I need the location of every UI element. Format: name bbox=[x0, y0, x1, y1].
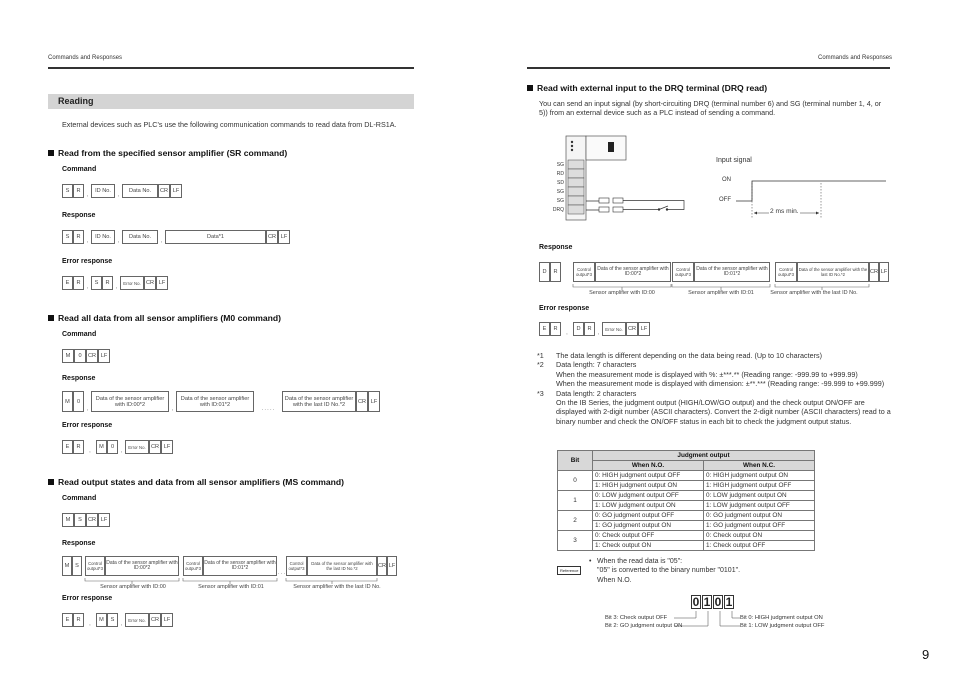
frame-cell: ID No. bbox=[91, 230, 115, 244]
frame-cell: LF bbox=[161, 440, 173, 454]
table-cell: 0 bbox=[558, 471, 593, 491]
frame-cell: R bbox=[584, 322, 595, 336]
footnote-text: On the IB Series, the judgment output (HIGH/LOW/GO output) and the check output ON/OFF are displayed with 2-digit number (ASCII characters). Convert the 2-digit number (ASCII characters) read to a binary number and check the ON/OFF status in each bit to check the judgment output status. bbox=[556, 398, 891, 426]
terminal-label: SD bbox=[557, 180, 564, 186]
comma: , bbox=[115, 284, 118, 290]
frame-cell: LF bbox=[879, 262, 889, 282]
frame-cell: Error No. bbox=[125, 613, 149, 627]
frame-cell: Data No. bbox=[122, 230, 158, 244]
frame-cell: Control output*3 bbox=[85, 556, 105, 576]
comma: , bbox=[86, 238, 89, 244]
table-row bbox=[558, 501, 815, 511]
frame-cell: CR bbox=[356, 391, 368, 412]
sr-response-frame bbox=[62, 230, 290, 244]
m0-command-frame bbox=[62, 349, 110, 363]
m0-response-frame bbox=[62, 391, 380, 412]
comma: , bbox=[120, 621, 123, 627]
sr-heading: Read from the specified sensor amplifier (SR command) bbox=[48, 148, 287, 158]
ms-response-frame bbox=[62, 556, 397, 576]
frame-cell: D bbox=[573, 322, 584, 336]
ms-error-frame bbox=[62, 613, 173, 627]
m0-error-label: Error response bbox=[62, 422, 113, 429]
frame-cell: M bbox=[96, 613, 107, 627]
col-no: When N.O. bbox=[593, 461, 704, 471]
section-title: Reading bbox=[48, 94, 414, 109]
frame-cell: Data of the sensor amplifier with ID:00*2 bbox=[91, 391, 169, 412]
frame-cell: CR bbox=[144, 276, 156, 290]
frame-cell: Control output*3 bbox=[775, 262, 797, 282]
table-row bbox=[558, 541, 815, 551]
table-cell: 1 bbox=[558, 491, 593, 511]
table-row bbox=[558, 521, 815, 531]
frame-cell: 0 bbox=[73, 391, 84, 412]
binary-digit: 1 bbox=[725, 595, 733, 609]
comma: , bbox=[120, 448, 123, 454]
frame-cell: Data of the sensor amplifier with the last ID No.*2 bbox=[282, 391, 356, 412]
frame-cell: E bbox=[62, 613, 73, 627]
terminal-label: SG bbox=[556, 162, 564, 168]
frame-cell: Data No. bbox=[122, 184, 158, 198]
drq-caption-2: Sensor amplifier with ID:01 bbox=[688, 290, 754, 296]
frame-cell: 0 bbox=[107, 440, 118, 454]
frame-cell: LF bbox=[368, 391, 380, 412]
table-cell: 1: HIGH judgment output OFF bbox=[704, 481, 815, 491]
frame-cell: R bbox=[550, 262, 561, 282]
footnotes bbox=[537, 351, 893, 426]
frame-cell: R bbox=[73, 613, 84, 627]
frame-cell: ID No. bbox=[91, 184, 115, 198]
header-rule-right bbox=[527, 67, 890, 69]
running-header-right: Commands and Responses bbox=[818, 55, 893, 61]
table-row bbox=[558, 511, 815, 521]
drq-intro: You can send an input signal (by short-circuiting DRQ (terminal number 6) and SG (terminal number 1, 4, or 5)) from an external device such as a PLC instead of sending a command. bbox=[539, 99, 882, 118]
frame-cell: Data*1 bbox=[165, 230, 266, 244]
running-header-left: Commands and Responses bbox=[48, 55, 123, 61]
footnote-mark: *3 bbox=[537, 388, 544, 398]
drq-wiring-diagram bbox=[539, 132, 699, 222]
table-cell: 0: HIGH judgment output ON bbox=[704, 471, 815, 481]
frame-cell: LF bbox=[98, 349, 110, 363]
frame-cell: LF bbox=[278, 230, 290, 244]
comma: , bbox=[86, 284, 89, 290]
reference-text: When N.O. bbox=[597, 576, 632, 584]
frame-cell: Data of the sensor amplifier with the last ID No.*2 bbox=[797, 262, 869, 282]
drq-error-label: Error response bbox=[539, 305, 590, 312]
frame-cell: CR bbox=[149, 613, 161, 627]
frame-cell: S bbox=[62, 184, 73, 198]
signal-on: ON bbox=[722, 177, 731, 183]
frame-cell: Control output*3 bbox=[573, 262, 595, 282]
frame-cell: M bbox=[62, 513, 74, 527]
frame-cell: LF bbox=[170, 184, 182, 198]
bit3-label: Bit 3: Check output OFF bbox=[605, 615, 668, 621]
signal-title: Input signal bbox=[716, 157, 752, 164]
footnote-text: Data length: 7 characters bbox=[556, 360, 637, 370]
timing-waveform bbox=[736, 175, 886, 220]
frame-cell: M bbox=[62, 556, 72, 576]
table-cell: 1: Check output ON bbox=[593, 541, 704, 551]
table-cell: 0: LOW judgment output OFF bbox=[593, 491, 704, 501]
frame-cell: CR bbox=[149, 440, 161, 454]
drq-heading: Read with external input to the DRQ terminal (DRQ read) bbox=[527, 83, 767, 93]
frame-cell: Data of the sensor amplifier with the last ID No.*2 bbox=[307, 556, 377, 576]
frame-cell: CR bbox=[626, 322, 638, 336]
m0-heading: Read all data from all sensor amplifiers (M0 command) bbox=[48, 313, 281, 323]
frame-cell: Control output*3 bbox=[672, 262, 694, 282]
bit0-label: Bit 0: HIGH judgment output ON bbox=[740, 615, 823, 621]
sr-error-frame bbox=[62, 276, 168, 290]
header-rule-left bbox=[48, 67, 414, 69]
ms-caption-3: Sensor amplifier with the last ID No. bbox=[293, 584, 381, 590]
comma: , bbox=[117, 238, 120, 244]
col-bit: Bit bbox=[558, 451, 593, 471]
table-row bbox=[558, 531, 815, 541]
table-cell: 1: LOW judgment output OFF bbox=[704, 501, 815, 511]
frame-cell: S bbox=[72, 556, 82, 576]
frame-cell: R bbox=[73, 184, 84, 198]
table-cell: 0: GO judgment output OFF bbox=[593, 511, 704, 521]
drq-caption-1: Sensor amplifier with ID:00 bbox=[589, 290, 655, 296]
ms-caption-2: Sensor amplifier with ID:01 bbox=[198, 584, 264, 590]
footnote-text: When the measurement mode is displayed with %: ±***.** (Reading range: -999.99 to +999.99) bbox=[556, 369, 858, 379]
sr-command-frame bbox=[62, 184, 182, 198]
terminal-label: SG bbox=[556, 189, 564, 195]
spacer bbox=[561, 262, 573, 282]
bit-leader-lines bbox=[672, 610, 742, 630]
footnote-mark: *1 bbox=[537, 351, 544, 360]
table-cell: 0: LOW judgment output ON bbox=[704, 491, 815, 501]
terminal-label: RD bbox=[556, 171, 564, 177]
frame-cell: Error No. bbox=[602, 322, 626, 336]
terminal-label: SG bbox=[556, 198, 564, 204]
frame-cell: LF bbox=[638, 322, 650, 336]
frame-cell: S bbox=[107, 613, 118, 627]
frame-cell: 0 bbox=[74, 349, 86, 363]
table-cell: 0: HIGH judgment output OFF bbox=[593, 471, 704, 481]
comma: , bbox=[566, 330, 568, 336]
table-row bbox=[558, 471, 815, 481]
table-cell: 0: Check output ON bbox=[704, 531, 815, 541]
frame-cell: LF bbox=[98, 513, 110, 527]
frame-cell: R bbox=[550, 322, 561, 336]
binary-digit: 0 bbox=[714, 595, 722, 609]
frame-cell: Data of the sensor amplifier with ID:00*2 bbox=[595, 262, 671, 282]
frame-cell: R bbox=[102, 276, 113, 290]
ellipsis: . . . . . bbox=[261, 406, 275, 412]
footnote-1 bbox=[537, 351, 893, 360]
sr-response-label: Response bbox=[62, 212, 96, 219]
binary-digits bbox=[691, 595, 735, 609]
footnote-text: Data length: 2 characters bbox=[556, 388, 637, 398]
frame-cell: CR bbox=[266, 230, 278, 244]
terminal-labels bbox=[552, 161, 564, 215]
frame-cell: M bbox=[62, 349, 74, 363]
frame-cell: Error No. bbox=[125, 440, 149, 454]
frame-cell: S bbox=[91, 276, 102, 290]
frame-cell: CR bbox=[158, 184, 170, 198]
table-cell: 1: GO judgment output ON bbox=[593, 521, 704, 531]
frame-cell: Data of the sensor amplifier with ID:00*2 bbox=[105, 556, 179, 576]
comma: , bbox=[86, 192, 89, 198]
comma: , bbox=[89, 621, 91, 627]
table-cell: 3 bbox=[558, 531, 593, 551]
frame-cell: Data of the sensor amplifier with ID:01*2 bbox=[176, 391, 254, 412]
m0-response-label: Response bbox=[62, 375, 96, 382]
table-cell: 2 bbox=[558, 511, 593, 531]
frame-cell: CR bbox=[86, 349, 98, 363]
frame-cell: LF bbox=[156, 276, 168, 290]
footnote-text: The data length is different depending on the data being read. (Up to 10 characters) bbox=[556, 351, 822, 360]
signal-off: OFF bbox=[719, 197, 731, 203]
frame-cell: S bbox=[62, 230, 73, 244]
frame-cell: CR bbox=[377, 556, 387, 576]
frame-cell: Error No. bbox=[120, 276, 144, 290]
bit1-label: Bit 1: LOW judgment output OFF bbox=[740, 623, 825, 629]
footnote-3 bbox=[537, 389, 893, 427]
m0-error-frame bbox=[62, 440, 173, 454]
drq-error-frame bbox=[539, 322, 650, 336]
drq-response-frame bbox=[539, 262, 889, 282]
frame-cell: Data of the sensor amplifier with ID:01*2 bbox=[203, 556, 277, 576]
comma: , bbox=[160, 238, 163, 244]
frame-cell: E bbox=[62, 440, 73, 454]
table-cell: 1: LOW judgment output ON bbox=[593, 501, 704, 511]
judgment-table bbox=[557, 450, 815, 551]
comma: , bbox=[597, 330, 600, 336]
comma: , bbox=[117, 192, 120, 198]
frame-cell: R bbox=[73, 276, 84, 290]
frame-cell: D bbox=[539, 262, 550, 282]
frame-cell: E bbox=[539, 322, 550, 336]
ms-caption-1: Sensor amplifier with ID:00 bbox=[100, 584, 166, 590]
frame-cell: S bbox=[74, 513, 86, 527]
drq-response-label: Response bbox=[539, 244, 573, 251]
frame-cell: Data of the sensor amplifier with ID:01*2 bbox=[694, 262, 770, 282]
frame-cell: E bbox=[62, 276, 73, 290]
frame-cell: CR bbox=[86, 513, 98, 527]
binary-digit: 1 bbox=[703, 595, 711, 609]
ms-heading: Read output states and data from all sensor amplifiers (MS command) bbox=[48, 477, 344, 487]
comma: , bbox=[89, 448, 91, 454]
bit2-label: Bit 2: GO judgment output ON bbox=[605, 623, 683, 629]
frame-cell: R bbox=[73, 440, 84, 454]
m0-command-label: Command bbox=[62, 331, 97, 338]
table-cell: 0: Check output OFF bbox=[593, 531, 704, 541]
reference-icon bbox=[557, 559, 581, 577]
comma: , bbox=[171, 406, 174, 412]
ms-command-label: Command bbox=[62, 495, 97, 502]
bullet: • bbox=[589, 558, 592, 565]
table-cell: 1: Check output OFF bbox=[704, 541, 815, 551]
page-number: 9 bbox=[922, 647, 930, 662]
reference-text: When the read data is "05": bbox=[597, 558, 683, 565]
intro-text: External devices such as PLC's use the following communication commands to read data from DL-RS1A. bbox=[62, 120, 397, 129]
col-judgment: Judgment output bbox=[593, 451, 815, 461]
reference-text: "05" is converted to the binary number "0101". bbox=[597, 567, 741, 575]
ms-command-frame bbox=[62, 513, 110, 527]
frame-cell: M bbox=[62, 391, 73, 412]
min-width-label: 2 ms min. bbox=[770, 208, 799, 215]
table-row bbox=[558, 481, 815, 491]
ms-response-label: Response bbox=[62, 540, 96, 547]
frame-cell: LF bbox=[161, 613, 173, 627]
drq-caption-3: Sensor amplifier with the last ID No. bbox=[770, 290, 858, 296]
terminal-label: DRQ bbox=[552, 207, 564, 213]
sr-error-label: Error response bbox=[62, 258, 113, 265]
ms-error-label: Error response bbox=[62, 595, 113, 602]
reference-note bbox=[589, 557, 740, 585]
sr-command-label: Command bbox=[62, 166, 97, 173]
footnote-text: When the measurement mode is displayed with dimension: ±**.*** (Reading range: -99.999 to +99.999) bbox=[556, 379, 885, 389]
comma: , bbox=[86, 406, 89, 412]
footnote-2 bbox=[537, 360, 893, 388]
frame-cell: LF bbox=[387, 556, 397, 576]
table-cell: 1: HIGH judgment output ON bbox=[593, 481, 704, 491]
frame-cell: M bbox=[96, 440, 107, 454]
frame-cell: Control output*3 bbox=[183, 556, 203, 576]
ellipsis: . . . bbox=[278, 570, 285, 576]
table-cell: 1: GO judgment output OFF bbox=[704, 521, 815, 531]
table-row bbox=[558, 491, 815, 501]
col-nc: When N.C. bbox=[704, 461, 815, 471]
frame-cell: CR bbox=[869, 262, 879, 282]
reference-badge: Reference bbox=[557, 566, 581, 575]
frame-cell: Control output*3 bbox=[286, 556, 307, 576]
footnote-mark: *2 bbox=[537, 360, 544, 370]
binary-digit: 0 bbox=[692, 595, 700, 609]
table-cell: 0: GO judgment output ON bbox=[704, 511, 815, 521]
frame-cell: R bbox=[73, 230, 84, 244]
